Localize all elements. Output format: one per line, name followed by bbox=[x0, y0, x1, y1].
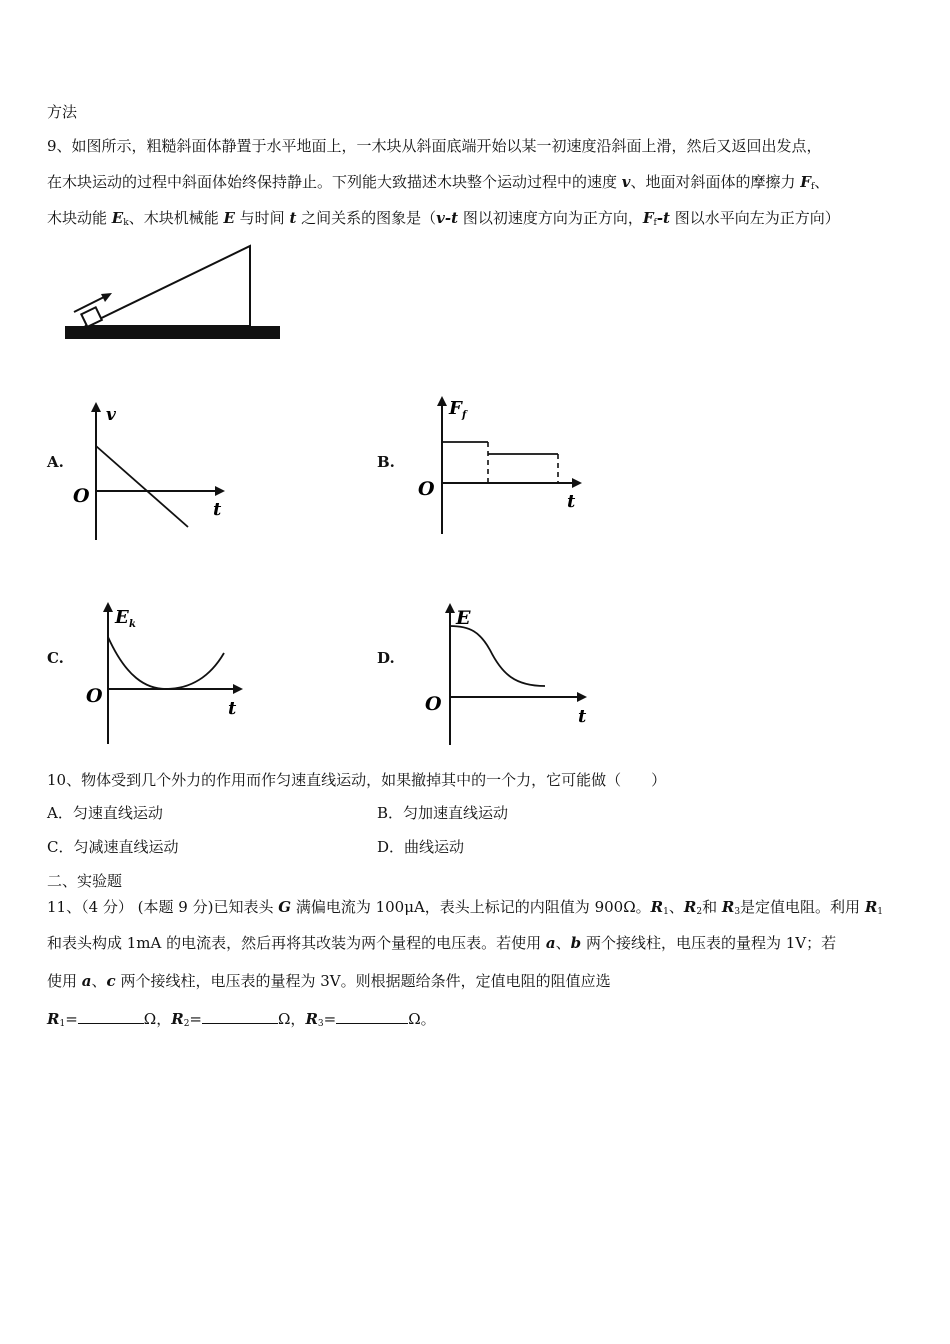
y-label: E bbox=[115, 607, 129, 628]
q9-text: 与时间 bbox=[234, 209, 290, 227]
block bbox=[81, 307, 102, 327]
sub-1: 1 bbox=[877, 907, 884, 917]
origin-label: O bbox=[86, 685, 103, 707]
sub-1: 1 bbox=[663, 907, 669, 917]
q11-b: b bbox=[570, 934, 582, 952]
graph-d bbox=[420, 598, 595, 748]
r3-blank[interactable] bbox=[336, 1009, 408, 1024]
q9-E: E bbox=[223, 209, 235, 227]
q9-Ff: F bbox=[800, 173, 811, 191]
q9-text: 、木块机械能 bbox=[128, 209, 224, 227]
q10-option-d: D．曲线运动 bbox=[377, 838, 465, 856]
r2-blank[interactable] bbox=[202, 1009, 278, 1024]
q9-f-sub: f bbox=[810, 182, 815, 192]
origin-label: O bbox=[425, 693, 442, 715]
y-arrow bbox=[445, 603, 455, 613]
q9-k-sub: k bbox=[123, 218, 129, 228]
q11-c: c bbox=[106, 972, 116, 990]
q9-t: t bbox=[289, 209, 297, 227]
q9-text: 图以水平向左为正方向） bbox=[669, 209, 840, 227]
q11-R1: R bbox=[650, 898, 664, 916]
q9-line2 bbox=[47, 172, 829, 197]
q10-option-b: B．匀加速直线运动 bbox=[377, 804, 509, 822]
q11-R3: R bbox=[721, 898, 735, 916]
y-label: v bbox=[106, 405, 116, 425]
q10-option-c: C．匀减速直线运动 bbox=[47, 838, 179, 856]
q11-G: G bbox=[278, 898, 292, 916]
option-c-label: C. bbox=[47, 649, 64, 667]
e-curve bbox=[450, 626, 545, 686]
ek-curve bbox=[108, 637, 224, 689]
ground bbox=[65, 326, 280, 339]
ans-R3: R bbox=[305, 1010, 318, 1028]
q11-text: 两个接线柱，电压表的量程为 3V。则根据题给条件，定值电阻的阻值应选 bbox=[115, 972, 611, 990]
y-arrow bbox=[91, 402, 101, 412]
q9-text: 在木块运动的过程中斜面体始终保持静止。下列能大致描述木块整个运动过程中的速度 bbox=[47, 173, 622, 191]
q11-line3 bbox=[47, 971, 611, 991]
y-sub: f bbox=[462, 410, 467, 421]
x-arrow bbox=[577, 692, 587, 702]
x-arrow bbox=[215, 486, 225, 496]
incline bbox=[85, 246, 250, 326]
q9-text: 、地面对斜面体的摩擦力 bbox=[630, 173, 801, 191]
v-line bbox=[96, 446, 188, 527]
q9-v: v bbox=[621, 173, 631, 191]
q9-vt: v-t bbox=[436, 209, 459, 227]
q11-text: 11、（4 分） (本题 9 分)已知表头 bbox=[47, 898, 279, 916]
option-a-label: A. bbox=[47, 453, 64, 471]
sub-1: 1 bbox=[59, 1019, 66, 1029]
q9-text: 、 bbox=[814, 173, 830, 191]
q9-line3 bbox=[47, 208, 840, 233]
x-arrow bbox=[233, 684, 243, 694]
sub-2: 2 bbox=[696, 907, 703, 917]
eq: = bbox=[65, 1010, 78, 1028]
y-arrow bbox=[103, 602, 113, 612]
incline-figure bbox=[60, 238, 285, 350]
q9-f-sub2: f bbox=[653, 218, 657, 228]
eq: = bbox=[323, 1010, 337, 1028]
q9-Ff2: F bbox=[642, 209, 654, 227]
q10-option-a: A．匀速直线运动 bbox=[47, 804, 163, 822]
section-heading: 二、实验题 bbox=[47, 872, 123, 890]
q11-line2 bbox=[47, 933, 836, 953]
x-label: t bbox=[578, 706, 587, 727]
q11-a: a bbox=[545, 934, 556, 952]
origin-label: O bbox=[73, 485, 90, 507]
q9-text: 之间关系的图象是（ bbox=[296, 209, 437, 227]
q9-line1: 9、如图所示，粗糙斜面体静置于水平地面上，一木块从斜面底端开始以某一初速度沿斜面上滑，然后又返回出发点， bbox=[47, 137, 822, 155]
sub-3: 3 bbox=[734, 907, 741, 917]
sub-2: 2 bbox=[183, 1019, 190, 1029]
q11-text: 是定值电阻。利用 bbox=[740, 898, 865, 916]
q11-R2: R bbox=[683, 898, 697, 916]
q11-R1b: R bbox=[864, 898, 878, 916]
x-label: t bbox=[228, 698, 237, 719]
q11-text: 使用 bbox=[47, 972, 82, 990]
q11-text: 两个接线柱，电压表的量程为 1V；若 bbox=[581, 934, 837, 952]
q11-text: 满偏电流为 100μA，表头上标记的内阻值为 900Ω。 bbox=[291, 898, 651, 916]
option-b-label: B. bbox=[377, 453, 395, 471]
r1-blank[interactable] bbox=[78, 1009, 144, 1024]
x-label: t bbox=[213, 499, 222, 520]
sep: 、 bbox=[668, 898, 684, 916]
y-sub: k bbox=[129, 619, 136, 630]
ohm: Ω。 bbox=[408, 1010, 436, 1028]
q11-a2: a bbox=[81, 972, 92, 990]
ans-R1: R bbox=[47, 1010, 60, 1028]
graph-a bbox=[68, 398, 238, 543]
x-label: t bbox=[567, 491, 576, 512]
q10-stem: 10、物体受到几个外力的作用而作匀速直线运动，如果撤掉其中的一个力，它可能做（ ） bbox=[47, 771, 667, 789]
y-arrow bbox=[437, 396, 447, 406]
q9-text: 图以初速度方向为正方向， bbox=[458, 209, 643, 227]
x-arrow bbox=[572, 478, 582, 488]
q9-Ek: E bbox=[111, 209, 124, 227]
origin-label: O bbox=[418, 478, 435, 500]
q11-text: 和表头构成 1mA 的电流表，然后再将其改装为两个量程的电压表。若使用 bbox=[47, 934, 546, 952]
q11-answer-line bbox=[47, 1009, 436, 1034]
top-word: 方法 bbox=[47, 103, 78, 121]
ohm: Ω， bbox=[143, 1010, 172, 1028]
y-label: F bbox=[449, 398, 462, 419]
sep: 、 bbox=[91, 972, 107, 990]
graph-b bbox=[412, 392, 597, 537]
eq: = bbox=[189, 1010, 202, 1028]
sep: 、 bbox=[555, 934, 571, 952]
y-label: E bbox=[456, 607, 471, 629]
ohm: Ω， bbox=[278, 1010, 306, 1028]
ans-R2: R bbox=[171, 1010, 184, 1028]
q11-line1 bbox=[47, 897, 883, 922]
q9-text: 木块动能 bbox=[47, 209, 112, 227]
sub-3: 3 bbox=[317, 1019, 324, 1029]
option-d-label: D. bbox=[377, 649, 395, 667]
and: 和 bbox=[702, 898, 722, 916]
graph-c bbox=[78, 597, 253, 747]
q9-t2: -t bbox=[656, 209, 670, 227]
